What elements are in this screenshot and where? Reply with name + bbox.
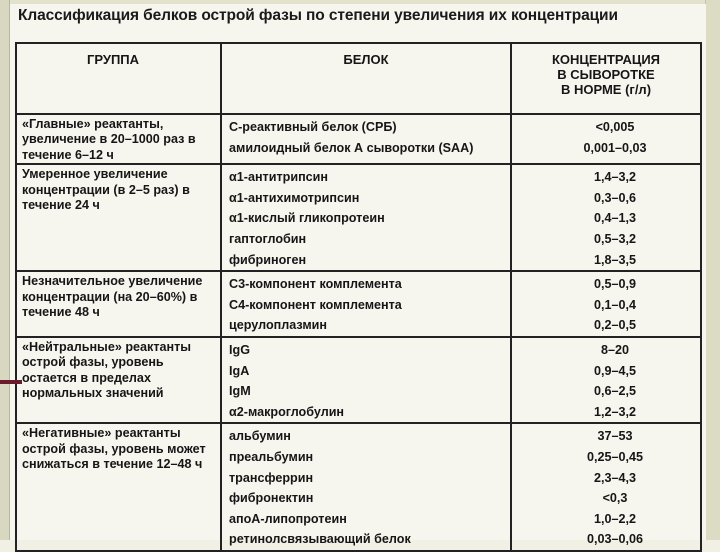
protein-name: ретинолсвязывающий белок xyxy=(229,532,411,547)
table-row xyxy=(16,271,701,337)
header-concentration xyxy=(511,43,701,114)
protein-name: С3-компонент комплемента xyxy=(229,277,402,292)
concentration-value: 2,3–4,3 xyxy=(593,470,637,485)
protein-name: α2-макроглобулин xyxy=(229,404,345,419)
protein-list xyxy=(221,337,511,423)
protein-name: С-реактивный белок (СРБ) xyxy=(229,120,397,134)
concentration-list xyxy=(511,423,701,551)
table-body xyxy=(16,114,701,551)
group-description: «Нейтральные» реактанты острой фазы, уровень остается в пределах нормальных значений xyxy=(16,337,221,423)
table-row xyxy=(16,114,701,164)
concentration-value: 0,001–0,03 xyxy=(583,140,647,155)
protein-name: апоА-липопротеин xyxy=(229,511,347,526)
scanned-page xyxy=(10,4,706,547)
acute-phase-proteins-table xyxy=(15,42,702,552)
protein-name: преальбумин xyxy=(229,449,314,464)
protein-name: фибронектин xyxy=(229,491,314,506)
concentration-value: 1,0–2,2 xyxy=(593,511,637,526)
concentration-value: 0,3–0,6 xyxy=(593,190,637,205)
protein-name: IgA xyxy=(229,363,250,378)
concentration-list xyxy=(511,271,701,337)
concentration-value: 0,5–0,9 xyxy=(593,277,637,292)
concentration-value: 1,4–3,2 xyxy=(593,170,637,185)
protein-name: церулоплазмин xyxy=(229,318,328,333)
protein-list xyxy=(221,164,511,271)
header-concentration-line: КОНЦЕНТРАЦИЯ xyxy=(551,52,661,67)
table-row xyxy=(16,164,701,271)
table-row xyxy=(16,337,701,423)
concentration-list xyxy=(511,337,701,423)
protein-name: С4-компонент комплемента xyxy=(229,297,402,312)
concentration-list xyxy=(511,114,701,164)
concentration-value: 0,2–0,5 xyxy=(593,318,637,333)
header-protein: БЕЛОК xyxy=(221,43,511,114)
header-concentration-line: В СЫВОРОТКЕ xyxy=(557,67,655,82)
concentration-value: 0,1–0,4 xyxy=(593,297,637,312)
concentration-value: <0,005 xyxy=(595,120,635,134)
protein-list xyxy=(221,271,511,337)
concentration-list xyxy=(511,164,701,271)
protein-name: IgM xyxy=(229,384,251,399)
protein-name: альбумин xyxy=(229,429,291,444)
table-header-row xyxy=(16,43,701,114)
table-row xyxy=(16,423,701,551)
page-title: Классификация белков острой фазы по степени увеличения их концентрации xyxy=(18,7,618,24)
protein-name: α1-антитрипсин xyxy=(229,170,329,185)
protein-name: гаптоглобин xyxy=(229,232,307,246)
concentration-value: 0,03–0,06 xyxy=(586,532,644,547)
concentration-value: 1,8–3,5 xyxy=(593,252,637,267)
concentration-value: 37–53 xyxy=(597,429,633,444)
slide-frame-left xyxy=(0,0,10,540)
group-description: Умеренное увеличение концентрации (в 2–5 раз) в течение 24 ч xyxy=(16,164,221,271)
group-description: Незначительное увеличение концентрации (на 20–60%) в течение 48 ч xyxy=(16,271,221,337)
header-concentration-line: В НОРМЕ (г/л) xyxy=(560,82,652,97)
protein-name: амилоидный белок А сыворотки (SAA) xyxy=(229,140,474,155)
group-description: «Негативные» реактанты острой фазы, уровень может снижаться в течение 12–48 ч xyxy=(16,423,221,551)
concentration-value: 0,5–3,2 xyxy=(593,232,637,246)
slide-accent-bar xyxy=(0,380,22,384)
protein-name: фибриноген xyxy=(229,252,307,267)
concentration-value: 0,6–2,5 xyxy=(593,384,637,399)
protein-name: трансферрин xyxy=(229,470,314,485)
concentration-value: 0,9–4,5 xyxy=(593,363,637,378)
protein-list xyxy=(221,114,511,164)
protein-name: α1-кислый гликопротеин xyxy=(229,211,385,226)
protein-name: α1-антихимотрипсин xyxy=(229,190,360,205)
slide-frame-right xyxy=(705,0,720,540)
concentration-value: 0,4–1,3 xyxy=(593,211,637,226)
protein-name: IgG xyxy=(229,342,250,357)
concentration-value: 1,2–3,2 xyxy=(593,404,637,419)
concentration-value: 8–20 xyxy=(600,342,630,357)
concentration-value: <0,3 xyxy=(602,491,628,506)
concentration-value: 0,25–0,45 xyxy=(586,449,644,464)
protein-list xyxy=(221,423,511,551)
group-description: «Главные» реактанты, увеличение в 20–1000 раз в течение 6–12 ч xyxy=(16,114,221,164)
header-group: ГРУППА xyxy=(16,43,221,114)
